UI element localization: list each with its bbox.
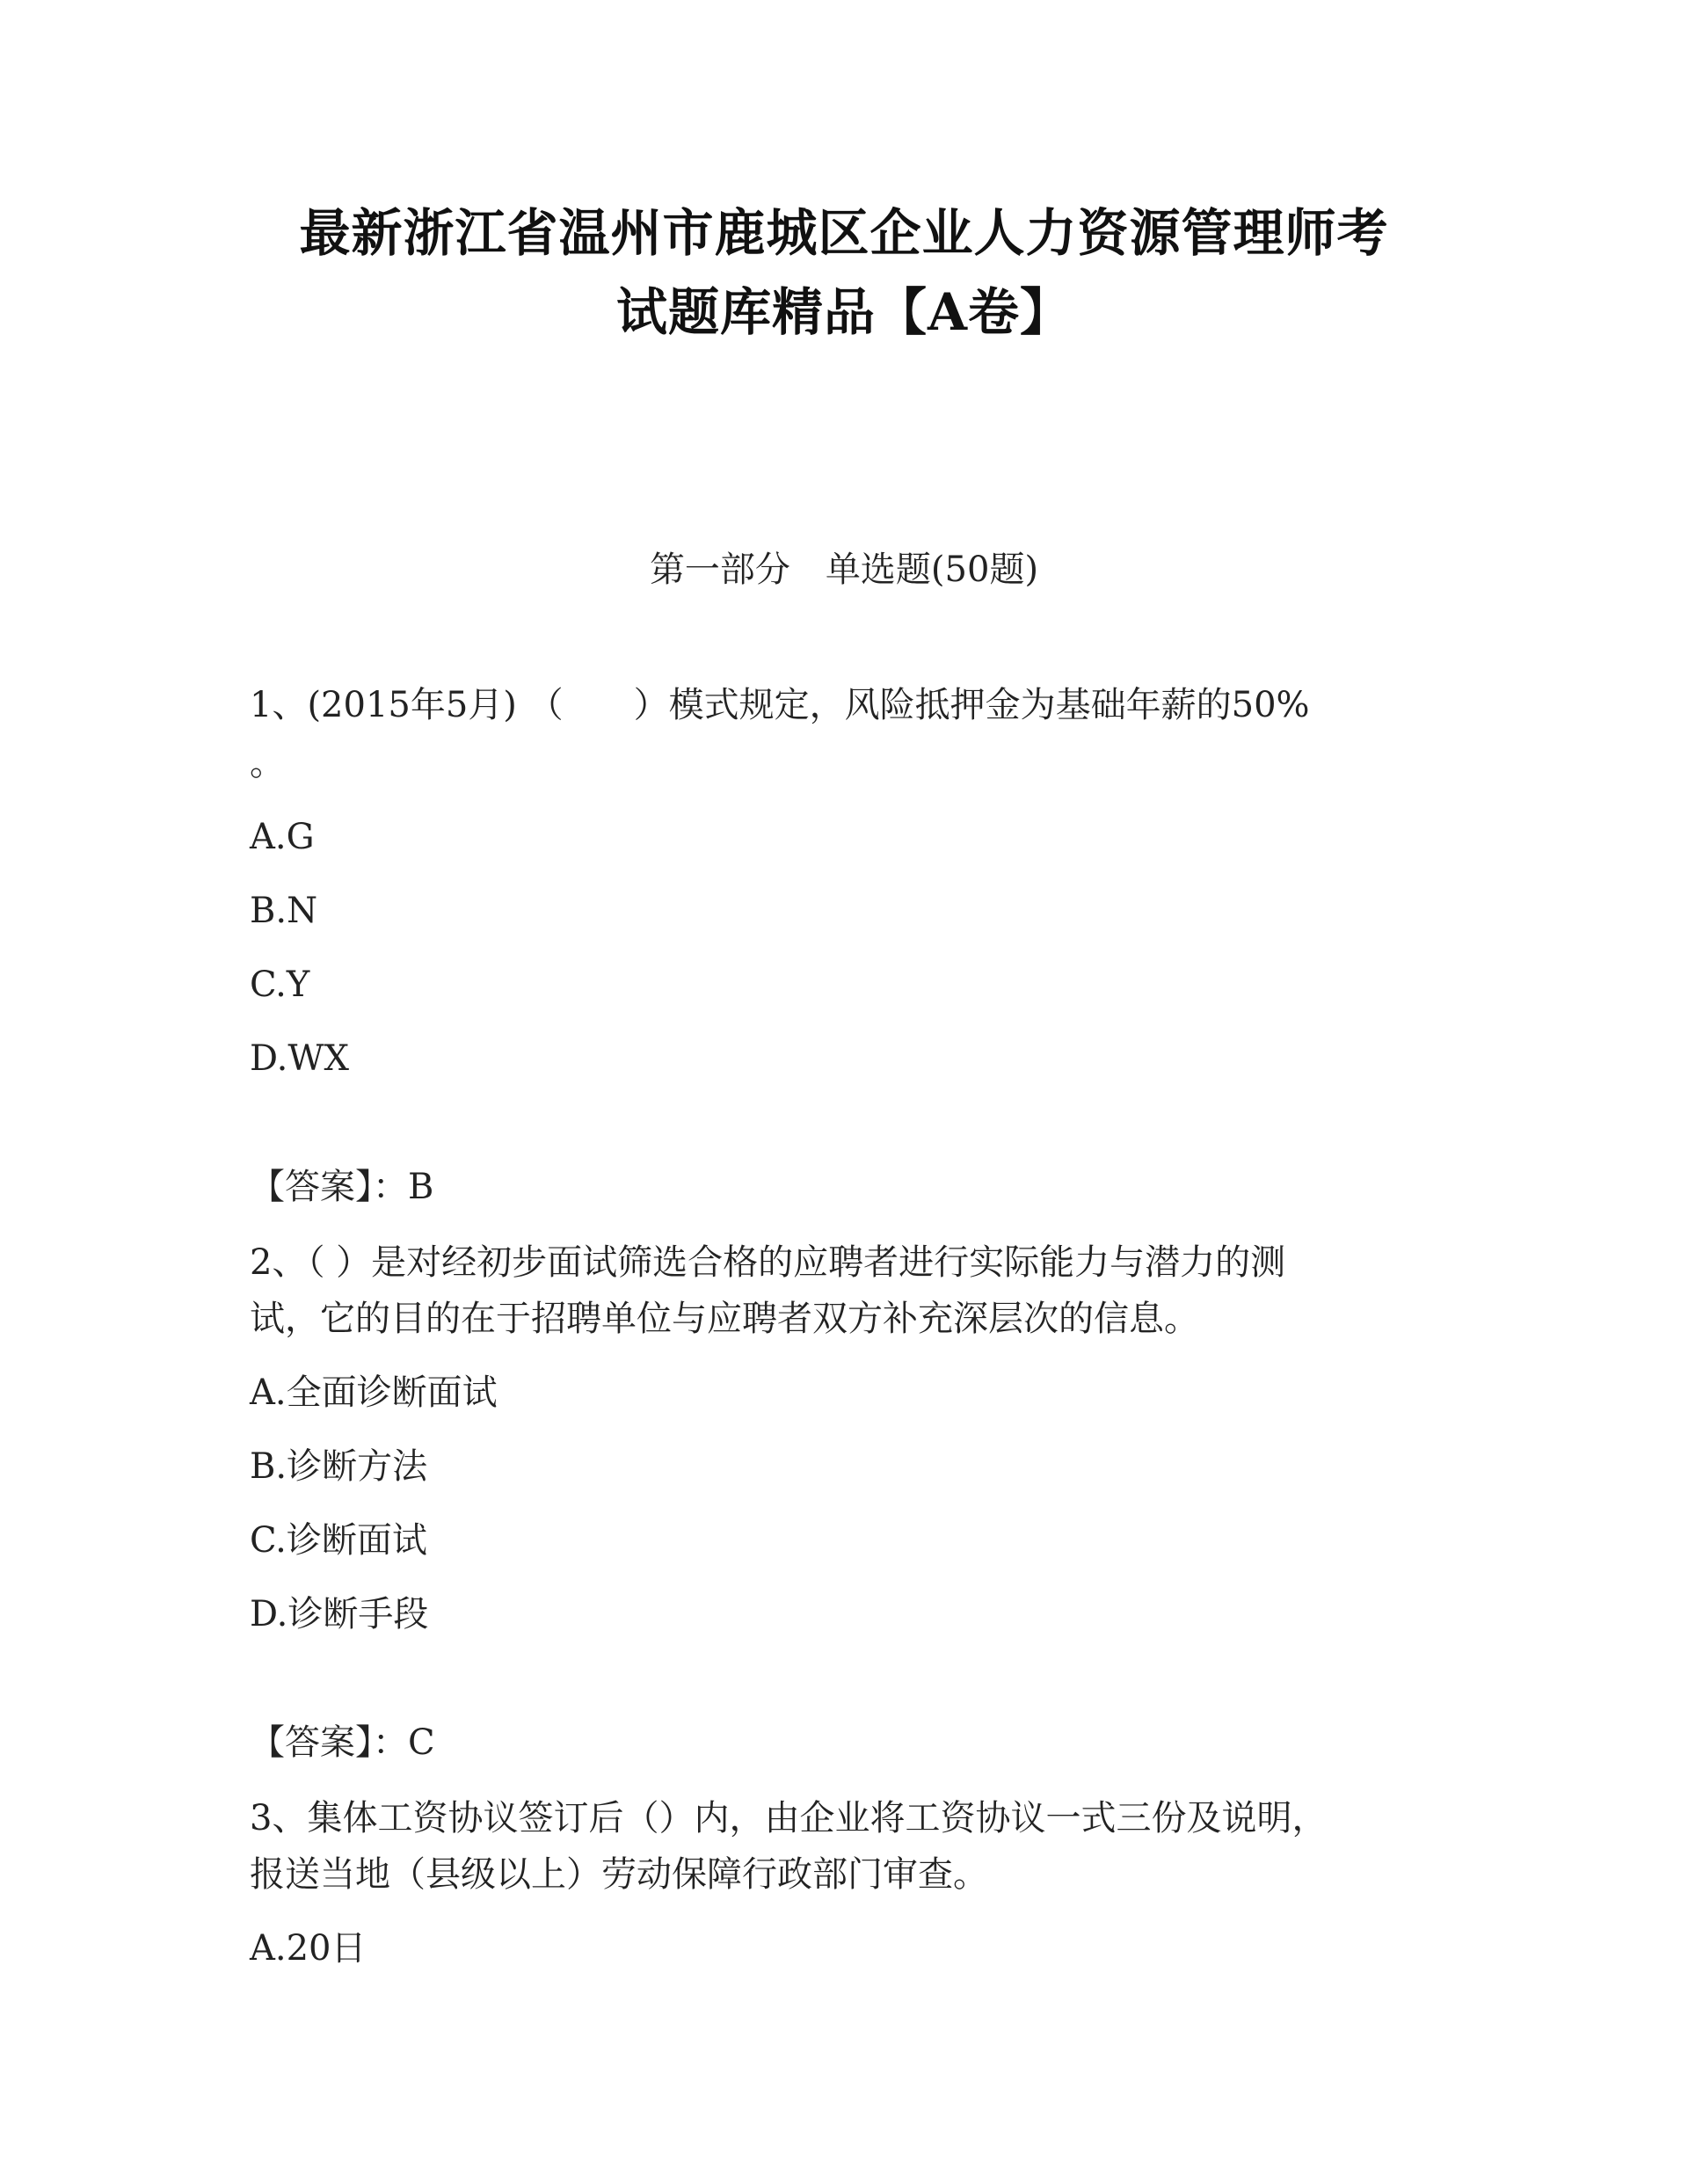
question-1-answer: 【答案】：B xyxy=(250,1167,434,1207)
title-line-1: 最新浙江省温州市鹿城区企业人力资源管理师考 xyxy=(299,203,1389,263)
question-2-option-d: D.诊断手段 xyxy=(250,1594,429,1634)
question-2-option-b: B.诊断方法 xyxy=(250,1446,428,1487)
question-1-stem-line-1: 1、(2015年5月) （ ）模式规定，风险抵押金为基础年薪的50% xyxy=(250,685,1310,725)
section-heading: 第一部分 单选题(50题) xyxy=(649,550,1039,590)
question-1-stem-line-2: 。 xyxy=(250,743,285,783)
question-1-option-c: C.Y xyxy=(250,965,310,1005)
question-2-stem-line-2: 试，它的目的在于招聘单位与应聘者双方补充深层次的信息。 xyxy=(250,1299,1199,1339)
question-3-option-a: A.20日 xyxy=(250,1928,367,1969)
question-2-option-a: A.全面诊断面试 xyxy=(250,1372,498,1413)
question-3-stem-line-1: 3、集体工资协议签订后（）内，由企业将工资协议一式三份及说明， xyxy=(250,1798,1328,1838)
title-line-2: 试题库精品【A卷】 xyxy=(615,282,1072,342)
question-2-option-c: C.诊断面试 xyxy=(250,1520,427,1561)
question-1-option-b: B.N xyxy=(250,891,318,931)
question-2-stem-line-1: 2、（ ）是对经初步面试筛选合格的应聘者进行实际能力与潜力的测 xyxy=(250,1242,1286,1283)
question-1-option-d: D.WX xyxy=(250,1038,349,1079)
question-3-stem-line-2: 报送当地（县级以上）劳动保障行政部门审查。 xyxy=(250,1854,988,1895)
document-title xyxy=(176,193,1512,352)
question-2-answer: 【答案】：C xyxy=(250,1722,435,1763)
question-1-option-a: A.G xyxy=(250,817,315,857)
